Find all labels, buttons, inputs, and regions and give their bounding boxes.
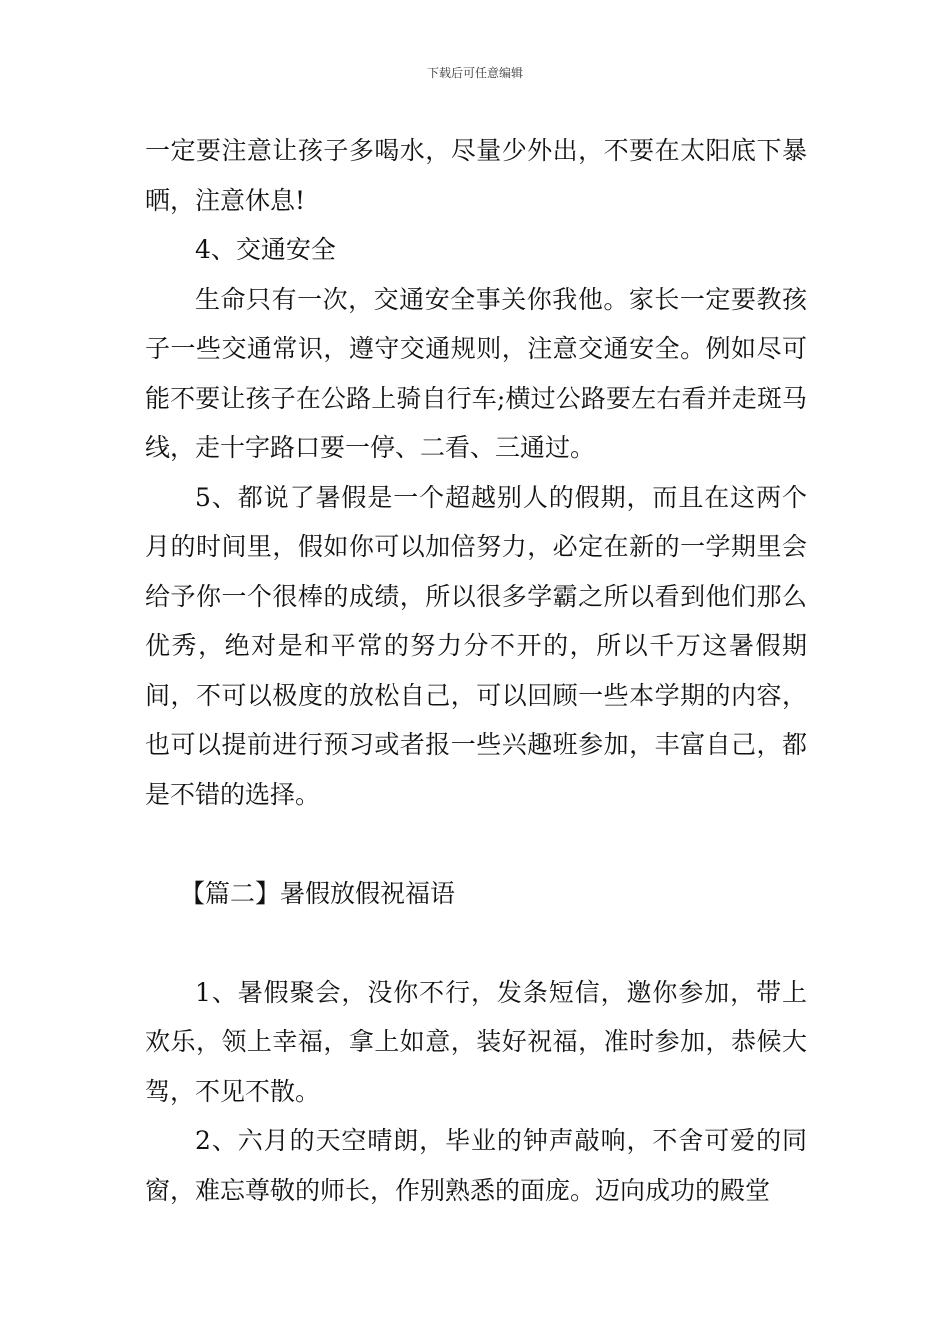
subheading-traffic-safety: 4、交通安全 xyxy=(195,235,336,264)
paragraph-greeting-2: 2、六月的天空晴朗，毕业的钟声敲响，不舍可爱的同窗，难忘尊敬的师长，作别熟悉的面庞。迈向成功的殿堂 xyxy=(145,1126,807,1205)
paragraph-heat-safety: 一定要注意让孩子多喝水，尽量少外出，不要在太阳底下暴晒，注意休息! xyxy=(145,136,807,215)
document-body xyxy=(145,126,807,1215)
spacer xyxy=(145,918,807,968)
spacer xyxy=(145,819,807,869)
paragraph-traffic-safety: 生命只有一次，交通安全事关你我他。家长一定要教孩子一些交通常识，遵守交通规则，注意交通安全。例如尽可能不要让孩子在公路上骑自行车;横过公路要左右看并走斑马线，走十字路口要一停、二看、三通过。 xyxy=(145,284,807,462)
paragraph-study-advice: 5、都说了暑假是一个超越别人的假期，而且在这两个月的时间里，假如你可以加倍努力，必定在新的一学期里会给予你一个很棒的成绩，所以很多学霸之所以看到他们那么优秀，绝对是和平常的努力分不开的，所以千万这暑假期间，不可以极度的放松自己，可以回顾一些本学期的内容，也可以提前进行预习或者报一些兴趣班参加，丰富自己，都是不错的选择。 xyxy=(145,482,807,809)
section-heading: 【篇二】暑假放假祝福语 xyxy=(180,878,456,908)
header-note: 下载后可任意编辑 xyxy=(426,66,523,80)
paragraph-greeting-1: 1、暑假聚会，没你不行，发条短信，邀你参加，带上欢乐，领上幸福，拿上如意，装好祝福，准时参加，恭候大驾，不见不散。 xyxy=(145,977,807,1106)
